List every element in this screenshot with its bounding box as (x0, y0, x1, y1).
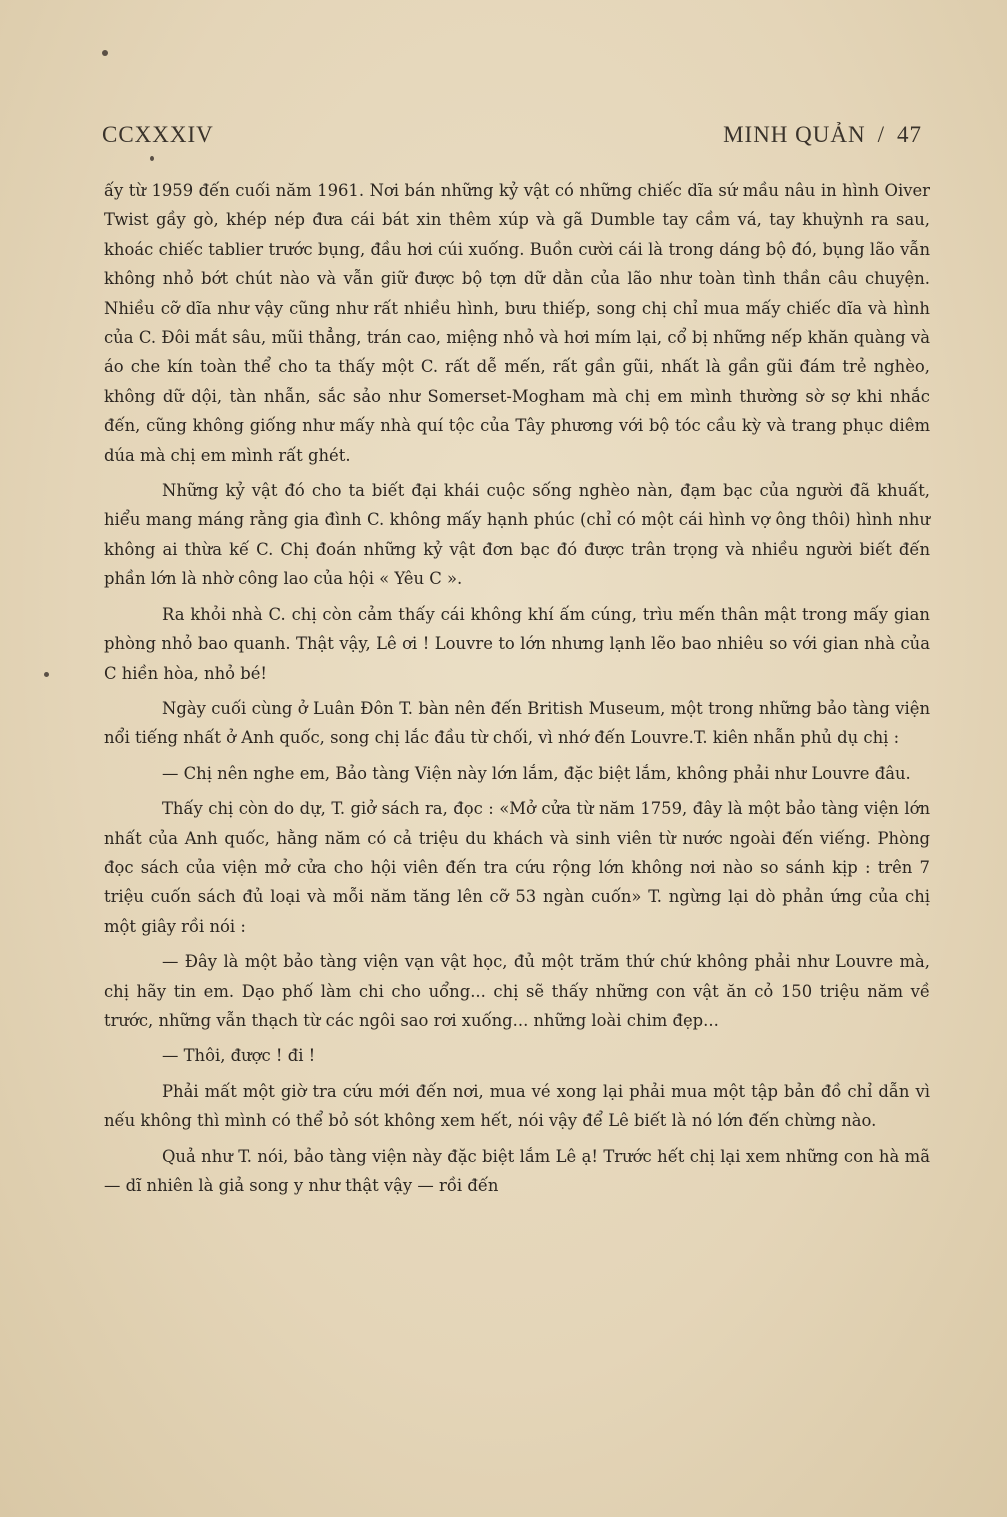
paragraph: Quả như T. nói, bảo tàng viện này đặc biệt lắm Lê ạ! Trước hết chị lại xem những con hà mã — dĩ nhiên là giả song y như thật vậy — rồi đến (104, 1146, 930, 1195)
dialogue-line: — Đây là một bảo tàng viện vạn vật học, đủ một trăm thứ chứ không phải như Louvre mà, chị hãy tin em. Dạo phố làm chi cho uổng... chị sẽ thấy những con vật ăn cỏ 150 triệu năm về trước, những vẫn thạch từ các ngôi sao rơi xuống... những loài chim đẹp... (104, 952, 930, 1030)
ink-spot (102, 50, 108, 56)
running-header (102, 108, 922, 148)
paragraph: Những kỷ vật đó cho ta biết đại khái cuộc sống nghèo nàn, đạm bạc của người đã khuất, hiểu mang máng rằng gia đình C. không mấy hạnh phúc (chỉ có một cái hình vợ ông thôi) hình như không ai thừa kế C. Chị đoán những kỷ vật đơn bạc đó được trân trọng và nhiều người biết đến phần lớn là nhờ công lao của hội « Yêu C ». (104, 481, 930, 589)
body-text (104, 176, 930, 1203)
dialogue-line: — Chị nên nghe em, Bảo tàng Viện này lớn lắm, đặc biệt lắm, không phải như Louvre đâu. (162, 763, 911, 783)
paragraph: Ra khỏi nhà C. chị còn cảm thấy cái không khí ấm cúng, trìu mến thân mật trong mấy gian phòng nhỏ bao quanh. Thật vậy, Lê ơi ! Louvre to lớn nhưng lạnh lẽo bao nhiêu so với gian nhà của C hiền hòa, nhỏ bé! (104, 604, 930, 683)
header-right (723, 122, 922, 148)
header-separator: / (877, 122, 885, 147)
dialogue-line: — Thôi, được ! đi ! (162, 1046, 316, 1066)
ink-spot (150, 156, 154, 161)
chapter-numeral: CCXXXIV (102, 122, 214, 147)
paragraph: Phải mất một giờ tra cứu mới đến nơi, mua vé xong lại phải mua một tập bản đồ chỉ dẫn vì nếu không thì mình có thể bỏ sót không xem hết, nói vậy để Lê biết là nó lớn đến chừng nào. (104, 1081, 930, 1131)
paragraph: ấy từ 1959 đến cuối năm 1961. Nơi bán những kỷ vật có những chiếc dĩa sứ mầu nâu in hình Oiver Twist gầy gò, khép nép đưa cái bát xin thêm xúp và gã Dumble tay cầm vá, tay khuỳnh ra sau, khoác chiếc tablier trước bụng, đầu hơi cúi xuống. Buồn cười cái là trong dáng bộ đó, bụng lão vẫn không nhỏ bớt chút nào và vẫn giữ được bộ tợn dữ dằn của lão như toàn tình thần câu chuyện. Nhiều cỡ dĩa như vậy cũng như rất nhiều hình, bưu thiếp, song chị chỉ mua mấy chiếc dĩa và hình của C. Đôi mắt sâu, mũi thẳng, trán cao, miệng nhỏ và hơi mím lại, cổ bị những nếp khăn quàng và áo che kín toàn thể cho ta thấy một C. rất dễ mến, rất gần gũi, nhất là gần gũi đám trẻ nghèo, không dữ dội, tàn nhẫn, sắc sảo như Somerset-Mogham mà chị em mình thường sờ sợ khi nhắc đến, cũng không giống như mấy nhà quí tộc của Tây phương với bộ tóc cầu kỳ và trang phục diêm dúa mà chị em mình rất ghét. (104, 181, 930, 465)
author-name: MINH QUẢN (723, 122, 866, 147)
page-number: 47 (897, 122, 922, 147)
paragraph: Ngày cuối cùng ở Luân Đôn T. bàn nên đến British Museum, một trong những bảo tàng viện nổi tiếng nhất ở Anh quốc, song chị lắc đầu từ chối, vì nhớ đến Louvre.T. kiên nhẫn phủ dụ chị : (104, 698, 930, 748)
ink-spot (44, 672, 49, 677)
paragraph: Thấy chị còn do dự, T. giở sách ra, đọc : «Mở cửa từ năm 1759, đây là một bảo tàng viện lớn nhất của Anh quốc, hằng năm có cả triệu du khách và sinh viên từ nước ngoài đến viếng. Phòng đọc sách của viện mở cửa cho hội viên đến tra cứu rộng lớn không nơi nào so sánh kịp : trên 7 triệu cuốn sách đủ loại và mỗi năm tăng lên cỡ 53 ngàn cuốn» T. ngừng lại dò phản ứng của chị một giây rồi nói : (104, 799, 930, 936)
